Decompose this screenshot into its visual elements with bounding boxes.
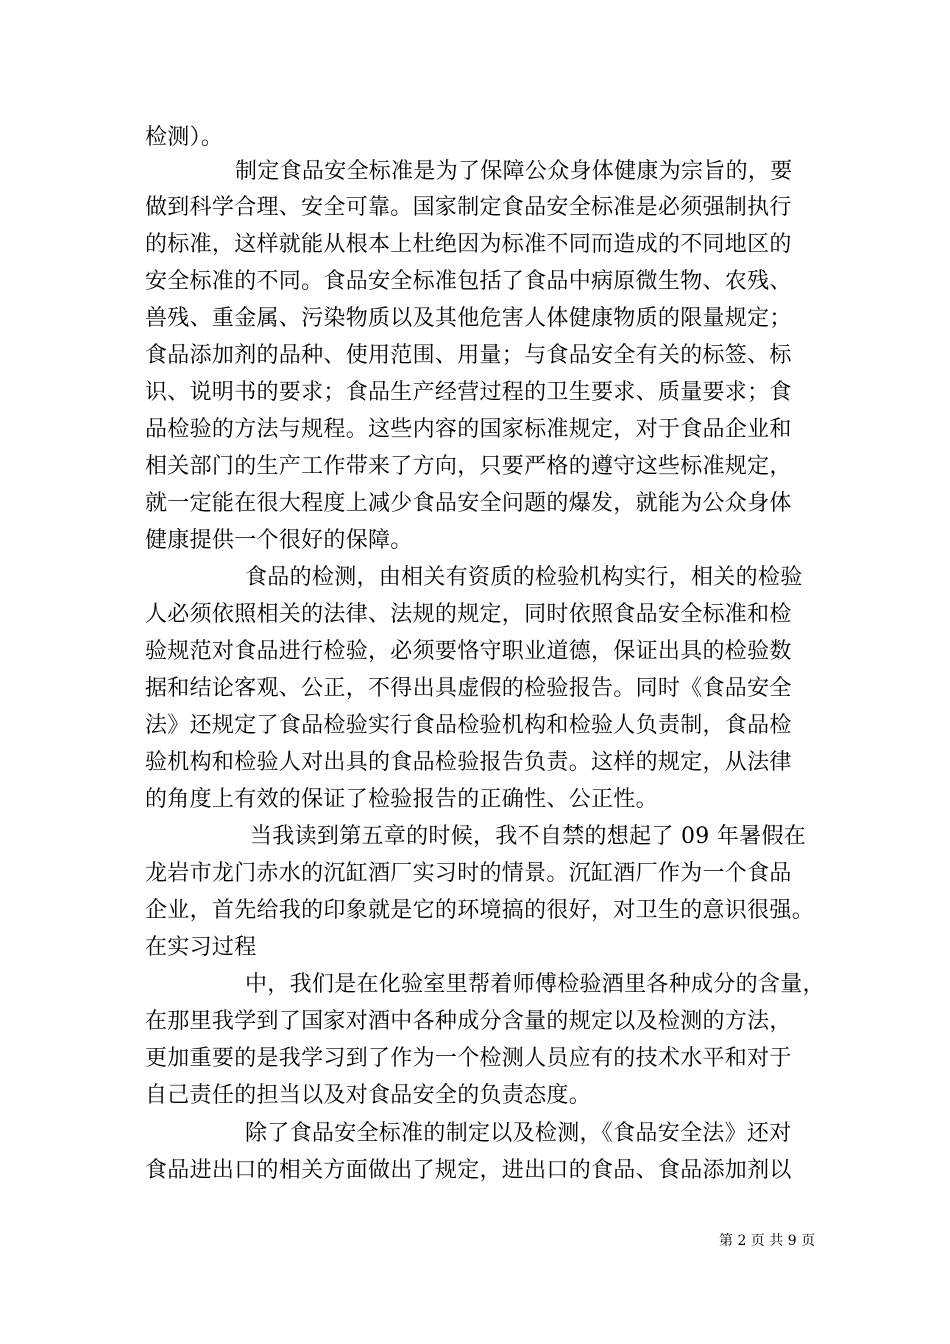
text-line: 据和结论客观、公正，不得出具虚假的检验报告。同时《食品安全	[145, 676, 792, 701]
text-line: 人必须依照相关的法律、法规的规定，同时依照食品安全标准和检	[145, 602, 792, 627]
text-line: 就一定能在很大程度上减少食品安全问题的爆发，就能为公众身体	[145, 491, 792, 516]
text-line: 自己责任的担当以及对食品安全的负责态度。	[145, 1083, 592, 1108]
text-line: 检测）。	[145, 125, 224, 150]
text-line: 龙岩市龙门赤水的沉缸酒厂实习时的情景。沉缸酒厂作为一个食品	[145, 861, 792, 886]
text-line: 安全标准的不同。食品安全标准包括了食品中病原微生物、农残、	[145, 269, 792, 294]
text-line: 健康提供一个很好的保障。	[145, 528, 413, 553]
text-line: 兽残、重金属、污染物质以及其他危害人体健康物质的限量规定；	[145, 306, 792, 331]
text-line: 品检验的方法与规程。这些内容的国家标准规定，对于食品企业和	[145, 417, 792, 442]
text-line: 验机构和检验人对出具的食品检验报告负责。这样的规定，从法律	[145, 750, 792, 775]
text-line: 食品进出口的相关方面做出了规定，进出口的食品、食品添加剂以	[145, 1158, 792, 1183]
text-line: 识、说明书的要求；食品生产经营过程的卫生要求、质量要求；食	[145, 380, 792, 405]
text-line: 中，我们是在化验室里帮着师傅检验酒里各种成分的含量，	[245, 972, 825, 997]
text-line: 做到科学合理、安全可靠。国家制定食品安全标准是必须强制执行	[145, 195, 792, 220]
text-line: 在那里我学到了国家对酒中各种成分含量的规定以及检测的方法，	[145, 1009, 792, 1034]
text-line: 食品添加剂的品种、使用范围、用量；与食品安全有关的标签、标	[145, 343, 792, 368]
text-line: 企业，首先给我的印象就是它的环境搞的很好，对卫生的意识很强。	[145, 898, 815, 923]
text-line: 更加重要的是我学习到了作为一个检测人员应有的技术水平和对于	[145, 1046, 792, 1071]
text-line: 法》还规定了食品检验实行食品检验机构和检验人负责制，食品检	[145, 713, 792, 738]
text-line: 食品的检测，由相关有资质的检验机构实行，相关的检验	[245, 565, 803, 590]
page-number: 第 2 页 共 9 页	[719, 1233, 816, 1249]
text-line: 当我读到第五章的时候，我不自禁的想起了 09 年暑假在	[250, 824, 807, 849]
text-line: 的标准，这样就能从根本上杜绝因为标准不同而造成的不同地区的	[145, 232, 792, 257]
text-line: 的角度上有效的保证了检验报告的正确性、公正性。	[145, 787, 658, 812]
text-line: 相关部门的生产工作带来了方向，只要严格的遵守这些标准规定，	[145, 454, 792, 479]
text-line: 制定食品安全标准是为了保障公众身体健康为宗旨的，要	[235, 159, 793, 184]
text-line: 除了食品安全标准的制定以及检测，《食品安全法》还对	[245, 1121, 792, 1146]
text-line: 在实习过程	[145, 935, 257, 960]
text-line: 验规范对食品进行检验，必须要恪守职业道德，保证出具的检验数	[145, 639, 792, 664]
